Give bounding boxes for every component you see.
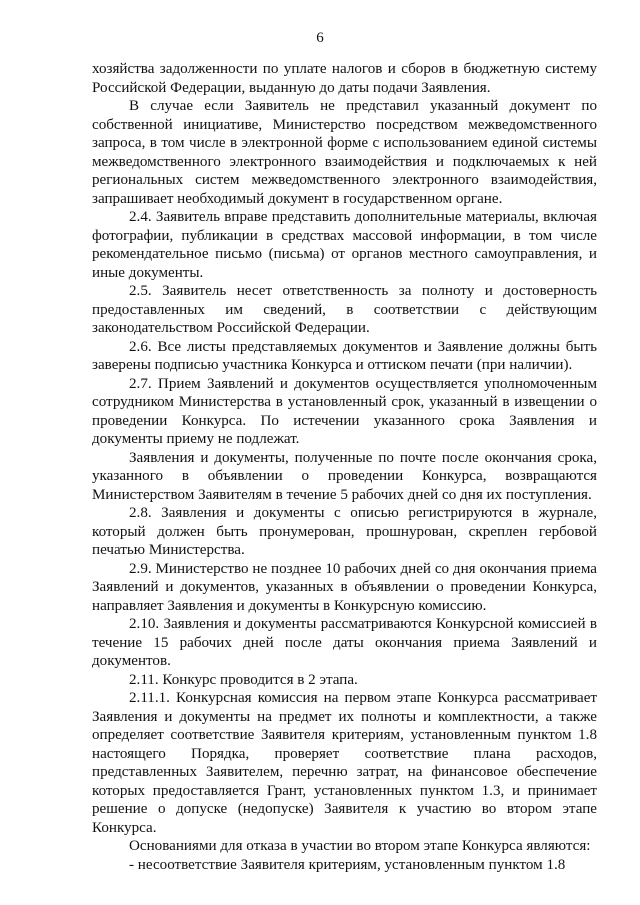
paragraph: 2.11.1. Конкурсная комиссия на первом этапе Конкурса рассматривает Заявления и документы на предмет их полноты и комплектности, а также определяет соответствие Заявителя критериям, установленным пунктом 1.8 настоящего Порядка, проверяет соответствие плана расходов, представленных Заявителем, перечню затрат, на финансовое обеспечение которых предоставляется Грант, установленных пунктом 1.3, и принимает решение о допуске (недопуске) Заявителя к участию во втором этапе Конкурса. <box>92 690 597 836</box>
paragraph: 2.7. Прием Заявлений и документов осуществляется уполномоченным сотрудником Министерства в установленный срок, указанный в извещении о проведении Конкурса. По истечении указанного срока Заявления и документы приему не подлежат. <box>92 375 597 447</box>
paragraph: 2.8. Заявления и документы с описью регистрируются в журнале, который должен быть пронумерован, прошнурован, скреплен гербовой печатью Министерства. <box>92 505 597 558</box>
paragraph: 2.4. Заявитель вправе представить дополнительные материалы, включая фотографии, публикации в средствах массовой информации, в том числе рекомендательное письмо (письма) от органов местного самоуправления, и иные документы. <box>92 209 597 281</box>
paragraph: - несоответствие Заявителя критериям, установленным пунктом 1.8 <box>129 856 566 873</box>
paragraph: 2.6. Все листы представляемых документов и Заявление должны быть заверены подписью участника Конкурса и оттиском печати (при наличии). <box>92 338 597 373</box>
document-body <box>92 60 597 874</box>
page-number: 6 <box>316 30 324 46</box>
paragraph: Основаниями для отказа в участии во втором этапе Конкурса являются: <box>129 838 591 854</box>
paragraph: 2.10. Заявления и документы рассматриваются Конкурсной комиссией в течение 15 рабочих дней после даты окончания приема Заявлений и документов. <box>92 616 597 669</box>
paragraph: 2.5. Заявитель несет ответственность за полноту и достоверность предоставленных им сведений, в соответствии с действующим законодательством Российской Федерации. <box>92 283 597 336</box>
paragraph: В случае если Заявитель не представил указанный документ по собственной инициативе, Министерство посредством межведомственного запроса, в том числе в электронной форме с использованием единой системы межведомственного электронного взаимодействия и подключаемых к ней региональных систем межведомственного электронного взаимодействия, запрашивает необходимый документ в государственном органе. <box>92 98 597 207</box>
paragraph: Заявления и документы, полученные по почте после окончания срока, указанного в объявлении о проведении Конкурса, возвращаются Министерством Заявителям в течение 5 рабочих дней со дня их поступления. <box>92 449 597 503</box>
paragraph: хозяйства задолженности по уплате налогов и сборов в бюджетную систему Российской Федерации, выданную до даты подачи Заявления. <box>92 61 597 96</box>
paragraph: 2.9. Министерство не позднее 10 рабочих дней со дня окончания приема Заявлений и документов, указанных в объявлении о проведении Конкурса, направляет Заявления и документы в Конкурсную комиссию. <box>92 560 597 614</box>
paragraph: 2.11. Конкурс проводится в 2 этапа. <box>129 671 358 688</box>
